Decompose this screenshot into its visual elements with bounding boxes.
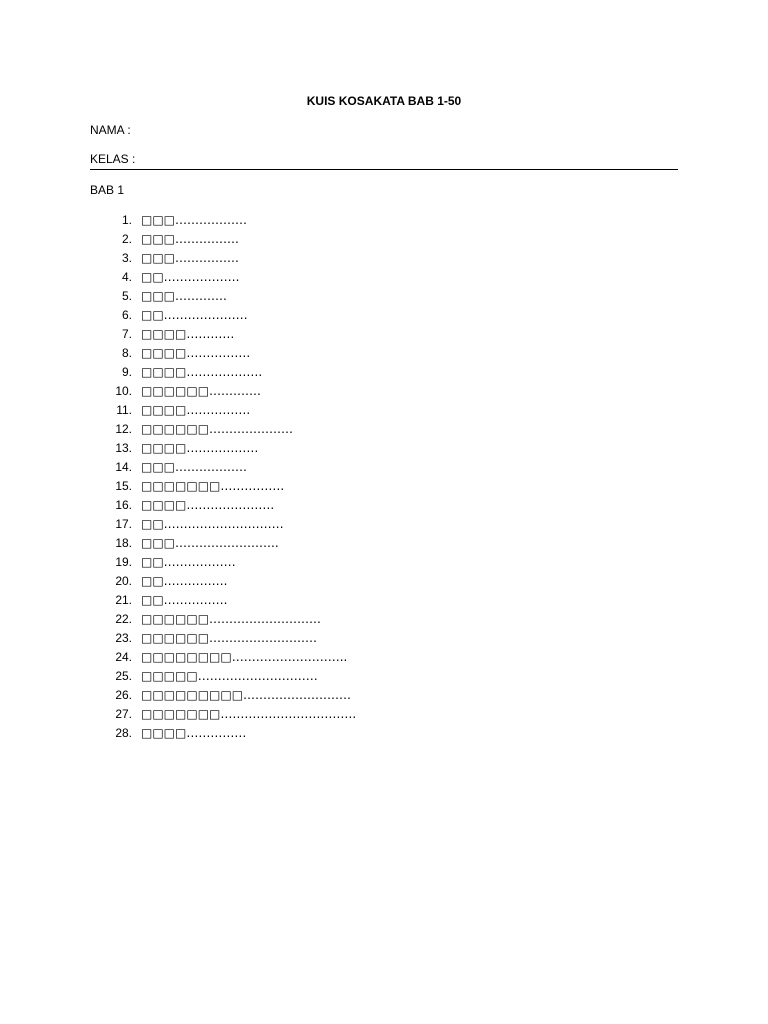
- item-vocabulary-blank: □□□□………………….: [141, 498, 275, 512]
- item-vocabulary-blank: □□□□□□…………………: [141, 422, 294, 436]
- item-vocabulary-blank: □□□□……………….: [141, 365, 263, 379]
- item-vocabulary-blank: □□□□□□………………………: [141, 631, 318, 645]
- item-number: 23.: [115, 631, 132, 645]
- item-number: 4.: [121, 270, 132, 284]
- item-number: 7.: [121, 327, 132, 341]
- item-vocabulary-blank: □□□□□□……………………….: [141, 612, 321, 626]
- item-number: 25.: [115, 669, 132, 683]
- item-number: 6.: [121, 308, 132, 322]
- item-vocabulary-blank: □□□□□□………….: [141, 384, 261, 398]
- item-vocabulary-blank: □□□□…………….: [141, 346, 251, 360]
- kelas-label: KELAS :: [90, 152, 136, 166]
- item-number: 14.: [115, 460, 132, 474]
- item-number: 20.: [115, 574, 132, 588]
- item-vocabulary-blank: □□□□□□□…………….: [141, 479, 285, 493]
- item-vocabulary-blank: □□…………………………: [141, 517, 284, 531]
- item-vocabulary-blank: □□□………………: [141, 460, 248, 474]
- item-vocabulary-blank: □□□□…………: [141, 327, 235, 341]
- item-number: 12.: [115, 422, 132, 436]
- item-vocabulary-blank: □□□…………….: [141, 251, 239, 265]
- item-number: 1.: [121, 213, 132, 227]
- item-vocabulary-blank: □□□□□…………………………: [141, 669, 318, 683]
- section-heading: BAB 1: [90, 183, 125, 197]
- item-number: 27.: [115, 707, 132, 721]
- item-number: 21.: [115, 593, 132, 607]
- item-number: 2.: [121, 232, 132, 246]
- item-vocabulary-blank: □□□□□□□□………………………..: [141, 650, 348, 664]
- item-vocabulary-blank: □□…………………: [141, 308, 248, 322]
- item-number: 17.: [115, 517, 132, 531]
- item-number: 8.: [121, 346, 132, 360]
- item-vocabulary-blank: □□□…………….: [141, 232, 239, 246]
- item-number: 19.: [115, 555, 132, 569]
- item-number: 22.: [115, 612, 132, 626]
- item-number: 15.: [115, 479, 132, 493]
- item-vocabulary-blank: □□□□…………….: [141, 403, 251, 417]
- item-vocabulary-blank: □□□□□□□□□………………………: [141, 688, 352, 702]
- item-number: 24.: [115, 650, 132, 664]
- item-number: 28.: [115, 726, 132, 740]
- item-vocabulary-blank: □□…………….: [141, 593, 228, 607]
- item-vocabulary-blank: □□□□………………: [141, 441, 259, 455]
- item-number: 11.: [116, 403, 132, 417]
- divider-line: [90, 169, 678, 170]
- item-vocabulary-blank: □□□……………………..: [141, 536, 279, 550]
- item-vocabulary-blank: □□……………….: [141, 270, 240, 284]
- item-number: 9.: [121, 365, 132, 379]
- item-vocabulary-blank: □□□………….: [141, 289, 227, 303]
- item-number: 5.: [121, 289, 132, 303]
- item-number: 26.: [115, 688, 132, 702]
- item-vocabulary-blank: □□□………………: [141, 213, 248, 227]
- item-vocabulary-blank: □□…………….: [141, 574, 228, 588]
- item-number: 3.: [121, 251, 132, 265]
- item-vocabulary-blank: □□………………: [141, 555, 236, 569]
- nama-label: NAMA :: [90, 123, 131, 137]
- item-number: 10.: [115, 384, 132, 398]
- item-number: 16.: [115, 498, 132, 512]
- item-number: 13.: [115, 441, 132, 455]
- item-vocabulary-blank: □□□□……………: [141, 726, 247, 740]
- page-title: KUIS KOSAKATA BAB 1-50: [306, 94, 462, 108]
- item-number: 18.: [115, 536, 132, 550]
- item-vocabulary-blank: □□□□□□□…………………………….: [141, 707, 357, 721]
